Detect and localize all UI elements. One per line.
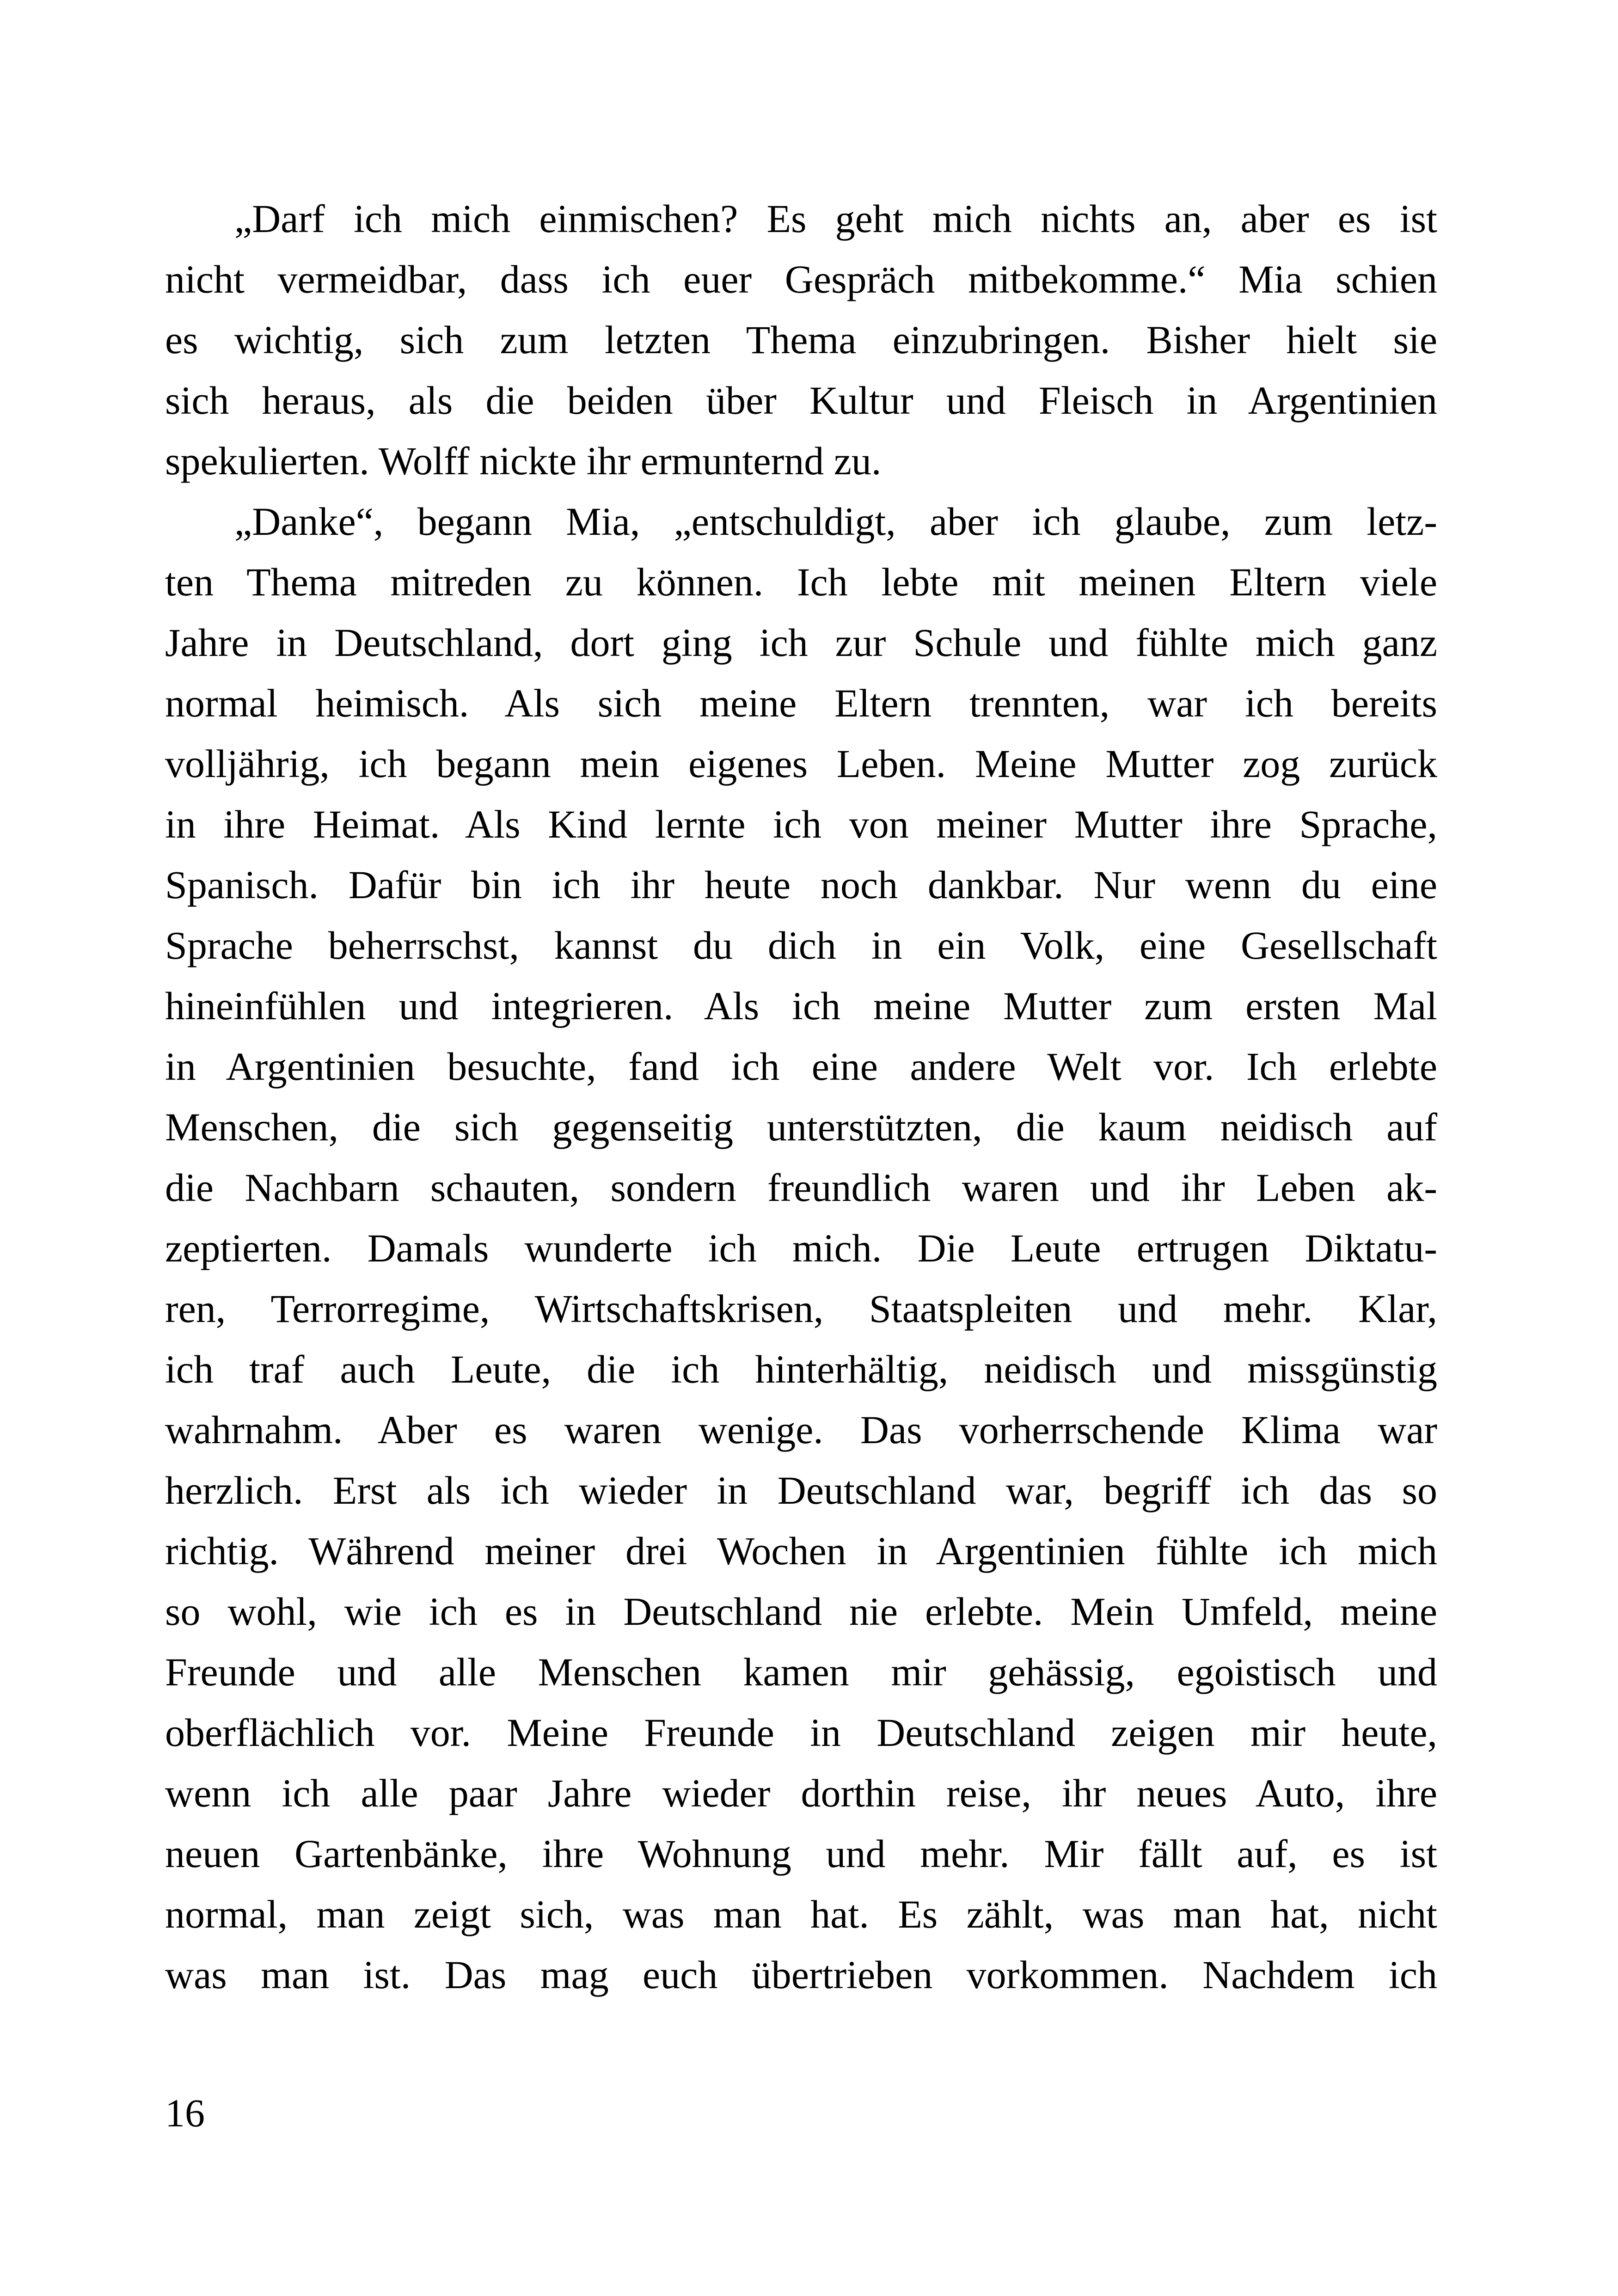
- text-line: wenn ich alle paar Jahre wieder dorthin reise, ihr neues Auto, ihre: [165, 1771, 1437, 1815]
- paragraph: [165, 189, 1437, 491]
- text-line: in ihre Heimat. Als Kind lernte ich von meiner Mutter ihre Sprache,: [165, 802, 1437, 846]
- text-line: zeptierten. Damals wunderte ich mich. Die Leute ertrugen Diktatu-: [165, 1226, 1437, 1270]
- text-line: ren, Terrorregime, Wirtschaftskrisen, Staatspleiten und mehr. Klar,: [165, 1286, 1437, 1331]
- text-line: Menschen, die sich gegenseitig unterstützten, die kaum neidisch auf: [165, 1105, 1437, 1149]
- text-line: spekulierten. Wolff nickte ihr ermunternd zu.: [165, 439, 882, 483]
- text-line: wahrnahm. Aber es waren wenige. Das vorherrschende Klima war: [165, 1408, 1437, 1452]
- text-line: Spanisch. Dafür bin ich ihr heute noch dankbar. Nur wenn du eine: [165, 863, 1437, 907]
- text-line: sich heraus, als die beiden über Kultur und Fleisch in Argentinien: [165, 378, 1437, 422]
- text-line: ich traf auch Leute, die ich hinterhältig, neidisch und missgünstig: [165, 1347, 1437, 1391]
- body-text: [165, 189, 1437, 2005]
- text-line: oberflächlich vor. Meine Freunde in Deutschland zeigen mir heute,: [165, 1710, 1437, 1755]
- text-line: in Argentinien besuchte, fand ich eine andere Welt vor. Ich erlebte: [165, 1044, 1437, 1089]
- page-number: 16: [165, 2091, 205, 2135]
- text-line: normal heimisch. Als sich meine Eltern trennten, war ich bereits: [165, 681, 1437, 725]
- text-line: richtig. Während meiner drei Wochen in Argentinien fühlte ich mich: [165, 1529, 1437, 1573]
- text-line: es wichtig, sich zum letzten Thema einzubringen. Bisher hielt sie: [165, 318, 1437, 362]
- text-line: Jahre in Deutschland, dort ging ich zur Schule und fühlte mich ganz: [165, 620, 1437, 665]
- text-line: herzlich. Erst als ich wieder in Deutschland war, begriff ich das so: [165, 1468, 1437, 1512]
- text-line: nicht vermeidbar, dass ich euer Gespräch mitbekomme.“ Mia schien: [165, 257, 1437, 301]
- text-line: was man ist. Das mag euch übertrieben vorkommen. Nachdem ich: [165, 1953, 1437, 1997]
- text-line: volljährig, ich begann mein eigenes Leben. Meine Mutter zog zurück: [165, 741, 1437, 786]
- text-line: Freunde und alle Menschen kamen mir gehässig, egoistisch und: [165, 1650, 1437, 1694]
- text-line: „Danke“, begann Mia, „entschuldigt, aber ich glaube, zum letz-: [234, 499, 1437, 544]
- text-line: ten Thema mitreden zu können. Ich lebte mit meinen Eltern viele: [165, 560, 1437, 604]
- text-line: hineinfühlen und integrieren. Als ich meine Mutter zum ersten Mal: [165, 984, 1437, 1028]
- text-line: Sprache beherrschst, kannst du dich in ein Volk, eine Gesellschaft: [165, 923, 1437, 967]
- paragraph: [165, 491, 1437, 2005]
- text-line: normal, man zeigt sich, was man hat. Es zählt, was man hat, nicht: [165, 1892, 1437, 1936]
- text-line: „Darf ich mich einmischen? Es geht mich nichts an, aber es ist: [234, 196, 1437, 241]
- text-line: neuen Gartenbänke, ihre Wohnung und mehr. Mir fällt auf, es ist: [165, 1831, 1437, 1876]
- text-line: so wohl, wie ich es in Deutschland nie erlebte. Mein Umfeld, meine: [165, 1589, 1437, 1634]
- text-line: die Nachbarn schauten, sondern freundlich waren und ihr Leben ak-: [165, 1165, 1437, 1210]
